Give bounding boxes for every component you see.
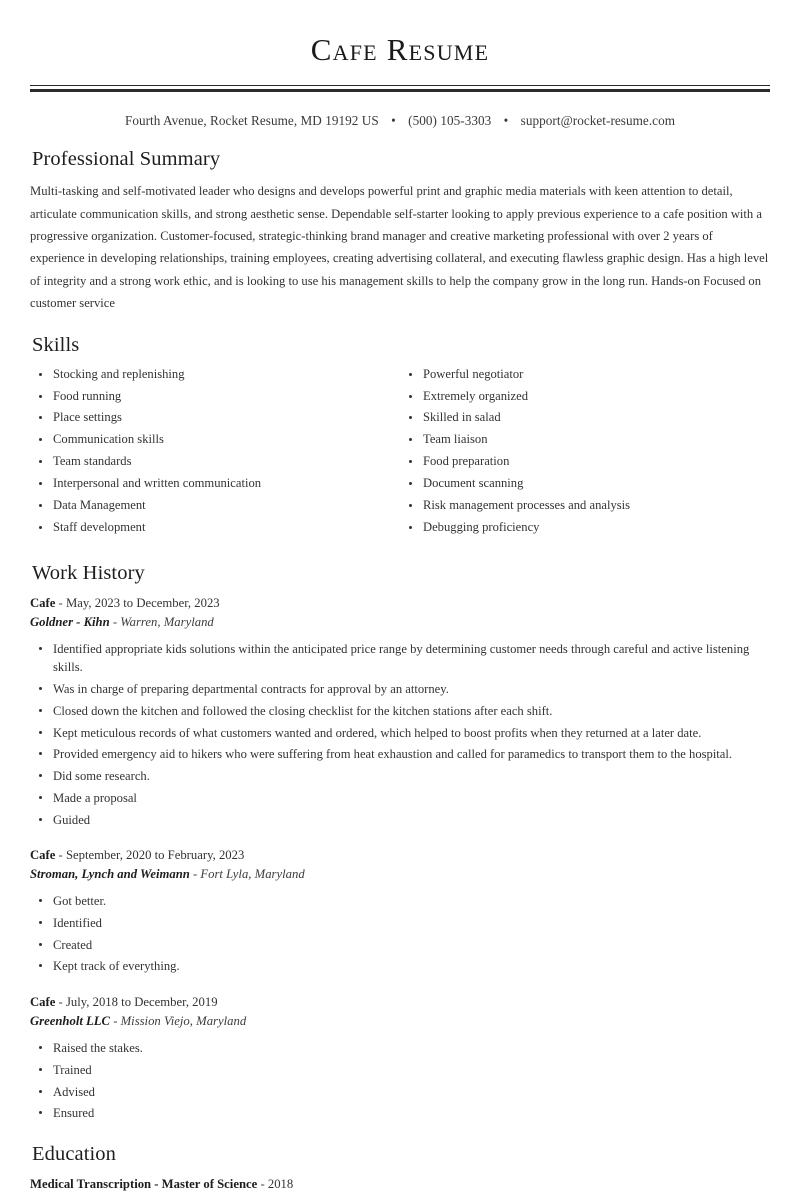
list-item-label: Team standards — [53, 454, 132, 469]
list-item — [30, 957, 770, 975]
list-item-label: Kept meticulous records of what customers wanted and ordered, which helped to boost profits when they returned at a later date. — [53, 725, 702, 740]
contact-email[interactable]: support@rocket-resume.com — [520, 113, 676, 129]
list-item-label: Kept track of everything. — [53, 959, 180, 974]
list-item — [400, 475, 770, 493]
summary-text: Multi-tasking and self-motivated leader who designs and develops powerful print and graphic media materials with keen attention to detail, articulate communication skills, and strong aesthetic sense. Dependable self-starter looking to apply previous experience to a cafe position with a progressive organization. Customer-focused, strategic-thinking brand manager and creative marketing professional with over 2 years of experience in developing relationships, training employees, creating advertising collateral, and executing flawless graphic design. Has a high level of integrity and a strong work ethic, and is looking to use his management skills to help the company grow in the long run. Hands-on Focused on customer service — [30, 184, 769, 311]
list-item — [30, 724, 770, 742]
list-item-label: Advised — [53, 1084, 95, 1099]
job-dates: May, 2023 to December, 2023 — [65, 595, 220, 610]
list-item-label: Debugging proficiency — [423, 519, 540, 534]
list-item-label: Food preparation — [423, 454, 510, 469]
job-entry — [30, 594, 770, 829]
job-company: Greenholt LLC — [30, 1014, 111, 1029]
list-item-label: Identified appropriate kids solutions within the anticipated price range by determining customer needs through careful and active listening skills. — [53, 642, 750, 675]
list-item-label: Data Management — [53, 497, 146, 512]
list-item-label: Identified — [53, 915, 102, 930]
work-history-heading: Work History — [32, 561, 145, 584]
job-role: Cafe — [30, 847, 56, 862]
list-item — [30, 936, 770, 954]
list-item-label: Communication skills — [53, 432, 164, 447]
list-item — [30, 388, 386, 406]
list-item — [30, 409, 386, 427]
list-item-label: Team liaison — [423, 432, 488, 447]
list-item — [30, 702, 770, 720]
list-item — [30, 767, 770, 785]
job-entry — [30, 846, 770, 976]
list-item-label: Guided — [53, 812, 91, 827]
list-item — [400, 519, 770, 537]
list-item-label: Ensured — [53, 1106, 95, 1121]
job-dash: - — [109, 615, 121, 630]
job-role-dates — [30, 993, 770, 1013]
skills-heading: Skills — [32, 333, 80, 356]
contact-line — [30, 92, 770, 129]
job-role: Cafe — [30, 595, 56, 610]
resume-title: Cafe Resume — [310, 32, 490, 67]
job-dash: - — [189, 867, 201, 882]
education-degree: Medical Transcription - Master of Science — [30, 1176, 258, 1191]
job-dates: September, 2020 to February, 2023 — [65, 847, 245, 862]
list-item-label: Extremely organized — [423, 388, 529, 403]
list-item-label: Raised the stakes. — [53, 1041, 143, 1055]
list-item — [30, 745, 770, 763]
list-item-label: Made a proposal — [53, 790, 137, 805]
skills-list-right — [400, 366, 770, 537]
list-item — [30, 789, 770, 807]
header-divider — [30, 85, 770, 92]
education-dash: - — [257, 1176, 268, 1191]
education-year: 2018 — [267, 1176, 294, 1191]
list-item — [400, 453, 770, 471]
list-item — [30, 453, 386, 471]
list-item-label: Was in charge of preparing departmental contracts for approval by an attorney. — [53, 682, 449, 696]
professional-summary-section — [30, 148, 770, 314]
skills-list-left — [30, 366, 386, 537]
list-item-label: Staff development — [53, 519, 146, 534]
job-bullet-list — [30, 640, 770, 829]
list-item-label: Created — [53, 937, 93, 952]
list-item-label: Interpersonal and written communication — [53, 476, 262, 490]
list-item — [400, 409, 770, 427]
list-item — [30, 914, 770, 932]
list-item — [30, 640, 770, 677]
list-item-label: Got better. — [53, 894, 107, 909]
education-heading: Education — [32, 1142, 117, 1165]
job-company: Stroman, Lynch and Weimann — [30, 867, 190, 882]
job-dates: July, 2018 to December, 2019 — [65, 994, 218, 1009]
list-item — [30, 431, 386, 449]
contact-address: Fourth Avenue, Rocket Resume, MD 19192 US — [124, 113, 379, 129]
work-history-section — [30, 562, 770, 1123]
list-item-label: Provided emergency aid to hikers who were suffering from heat exhaustion and called for paramedics to transport them to the hospital. — [53, 747, 733, 762]
job-bullet-list — [30, 1039, 770, 1123]
job-location: Fort Lyla, Maryland — [200, 867, 305, 882]
job-role-dates — [30, 846, 770, 866]
list-item-label: Document scanning — [423, 476, 524, 490]
list-item — [30, 1104, 770, 1122]
contact-separator-1: • — [391, 113, 396, 129]
job-company-location — [30, 1012, 770, 1032]
list-item — [400, 388, 770, 406]
job-company-location — [30, 865, 770, 885]
job-dash: - — [55, 994, 66, 1009]
job-location: Warren, Maryland — [120, 615, 214, 630]
list-item — [30, 892, 770, 910]
education-list — [30, 1175, 770, 1194]
list-item-label: Powerful negotiator — [423, 366, 524, 381]
list-item — [30, 519, 386, 537]
contact-phone: (500) 105-3303 — [408, 113, 492, 129]
list-item-label: Food running — [53, 388, 122, 403]
job-list — [30, 594, 770, 1123]
job-company-location — [30, 613, 770, 633]
job-location: Mission Viejo, Maryland — [120, 1014, 247, 1029]
job-bullet-list — [30, 892, 770, 976]
list-item — [30, 1061, 770, 1079]
job-dash: - — [55, 847, 66, 862]
list-item — [30, 1039, 770, 1057]
education-entry — [30, 1175, 770, 1194]
job-company: Goldner - Kihn — [30, 615, 110, 630]
list-item — [30, 366, 386, 384]
list-item-label: Risk management processes and analysis — [423, 497, 631, 512]
skills-column-left — [30, 366, 400, 541]
contact-separator-2: • — [503, 113, 509, 129]
list-item — [30, 1083, 770, 1101]
list-item-label: Did some research. — [53, 769, 150, 783]
list-item-label: Skilled in salad — [423, 410, 501, 425]
education-section — [30, 1143, 770, 1194]
skills-columns — [30, 366, 770, 541]
skills-column-right — [400, 366, 770, 541]
list-item-label: Place settings — [53, 410, 122, 425]
list-item — [30, 811, 770, 829]
job-dash: - — [55, 595, 66, 610]
list-item — [30, 475, 386, 493]
job-dash: - — [110, 1014, 121, 1029]
list-item-label: Trained — [53, 1062, 92, 1077]
list-item — [400, 497, 770, 515]
list-item — [400, 366, 770, 384]
job-role-dates — [30, 594, 770, 614]
list-item — [400, 431, 770, 449]
skills-section — [30, 334, 770, 541]
job-entry — [30, 993, 770, 1123]
list-item-label: Closed down the kitchen and followed the closing checklist for the kitchen stations after each shift. — [53, 703, 553, 718]
list-item-label: Stocking and replenishing — [53, 366, 185, 381]
list-item — [30, 497, 386, 515]
job-role: Cafe — [30, 994, 56, 1009]
list-item — [30, 680, 770, 698]
summary-heading: Professional Summary — [32, 148, 221, 171]
